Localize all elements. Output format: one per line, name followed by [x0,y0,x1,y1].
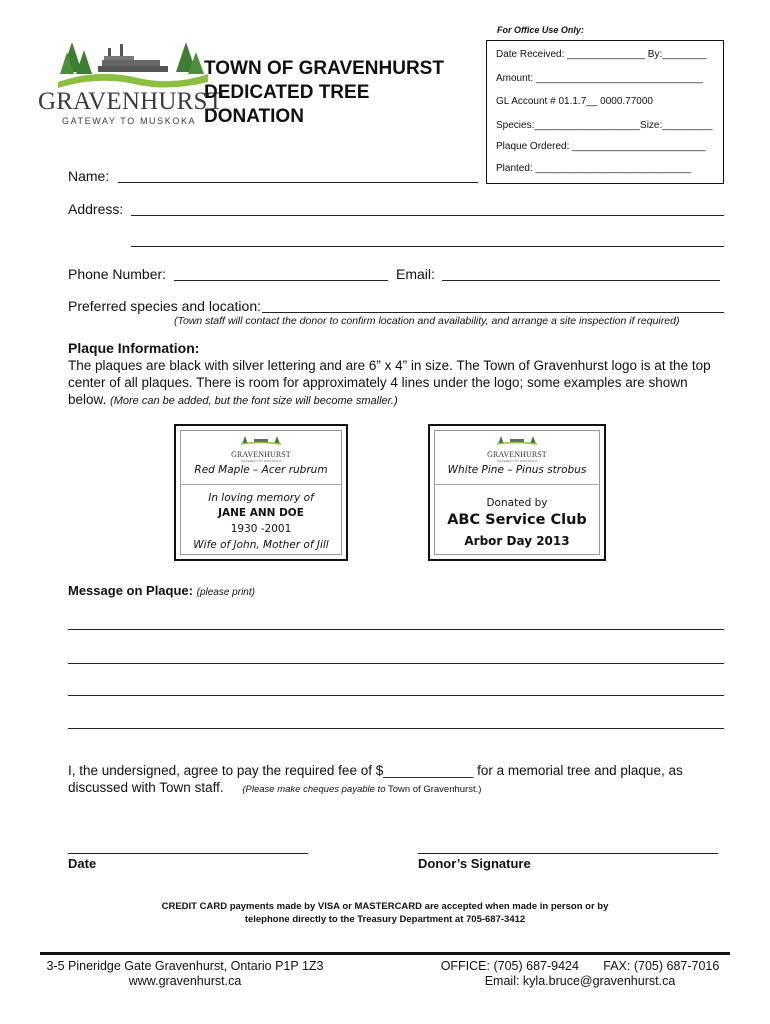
cheque-note-italic: (Please make cheques payable to [242,784,386,795]
date-label: Date [68,856,97,871]
message-heading-note: (please print) [196,587,255,598]
agreement-text-before: I, the undersigned, agree to pay the required fee of $ [68,763,384,778]
sample-2-line-2: ABC Service Club [447,512,587,528]
title-line-1: TOWN OF GRAVENHURST [204,58,444,79]
name-input[interactable] [118,168,478,183]
payment-note-line-2: telephone directly to the Treasury Department at 705-687-3412 [244,914,526,925]
sample-1-species: Red Maple – Acer rubrum [180,464,342,485]
page-title [204,57,444,129]
footer-address: 3-5 Pineridge Gate Gravenhurst, Ontario P1P 1Z3 [46,959,324,973]
footer-website[interactable]: www.gravenhurst.ca [128,974,242,988]
plaque-info-note: (More can be added, but the font size will become smaller.) [110,395,398,407]
footer-fax: FAX: (705) 687-7016 [603,959,720,973]
sample-plaque-2-logo [487,432,547,463]
sample-1-line-2: JANE ANN DOE [218,507,304,519]
mini-logo-icon [241,435,281,445]
sample-1-line-1: In loving memory of [208,492,314,504]
species-location-input[interactable] [262,298,724,313]
message-line-4[interactable] [68,728,724,729]
office-use-box [486,40,724,184]
mini-logo-wordmark: GRAVENHURST [231,450,291,459]
title-line-3: DONATION [204,106,304,127]
logo-tagline: GATEWAY TO MUSKOKA [62,116,197,126]
sample-plaque-1-logo [231,432,291,463]
sample-2-line-1: Donated by [486,497,548,509]
footer-divider [40,952,730,955]
payment-note [0,900,770,926]
message-line-2[interactable] [68,663,724,664]
species-location-label: Preferred species and location: [68,298,261,314]
phone-input[interactable] [174,266,388,281]
logo-wordmark: GRAVENHURST [38,88,224,115]
mini-logo-wordmark: GRAVENHURST [487,450,547,459]
footer-office-phone: OFFICE: (705) 687-9424 [440,959,579,973]
signature-label: Donor’s Signature [418,856,531,871]
date-received-field[interactable]: Date Received: ______________ By:________ [496,49,707,60]
sample-2-line-3: Arbor Day 2013 [464,534,570,548]
agreement-text-after: for a memorial tree and plaque, as discussed with Town staff. [68,763,683,795]
planted-field[interactable]: Planted: ____________________________ [496,163,692,174]
mini-logo-tagline: GATEWAY TO MUSKOKA [496,459,538,463]
plaque-info-body: The plaques are black with silver lettering and are 6” x 4” in size. The Town of Gravenhurst logo is at the top center of all plaques. There is room for approximately 4 lines under the logo; some examples are shown below. [68,358,711,407]
message-line-1[interactable] [68,629,724,630]
payment-note-line-1: CREDIT CARD payments made by VISA or MASTERCARD are accepted when made in person or by [161,901,609,912]
amount-field[interactable]: Amount: ______________________________ [496,73,703,84]
plaque-info-text [68,357,728,410]
fee-agreement [68,762,728,798]
office-use-label: For Office Use Only: [497,25,584,35]
plaque-ordered-field[interactable]: Plaque Ordered: ________________________ [496,141,706,152]
species-size-field[interactable]: Species:___________________Size:_________ [496,120,713,131]
date-input[interactable] [68,853,308,854]
title-line-2: DEDICATED TREE [204,82,370,103]
cheque-note-plain: Town of Gravenhurst.) [385,784,482,795]
name-label: Name: [68,168,110,184]
email-label: Email: [396,266,435,282]
gl-account-field[interactable]: GL Account # 01.1.7__ 0000.77000 [496,96,653,107]
message-heading-label: Message on Plaque: [68,583,193,598]
footer-address-block [40,959,330,989]
plaque-info-heading: Plaque Information: [68,340,200,356]
address-label: Address: [68,201,124,217]
phone-label: Phone Number: [68,266,167,282]
message-line-3[interactable] [68,695,724,696]
fee-amount-blank[interactable]: ____________ [383,763,474,778]
footer-contact-block [430,959,730,989]
town-logo [38,38,224,128]
email-input[interactable] [442,266,720,281]
message-heading [68,583,255,598]
sample-1-line-4: Wife of John, Mother of Jill [193,539,329,551]
footer-phone-fax [430,959,730,974]
footer-email[interactable]: Email: kyla.bruce@gravenhurst.ca [484,974,676,988]
sample-2-species: White Pine – Pinus strobus [434,464,600,485]
sample-1-line-3: 1930 -2001 [230,523,292,535]
name-row [68,168,109,184]
mini-logo-tagline: GATEWAY TO MUSKOKA [240,459,282,463]
address-input-line-2[interactable] [131,232,724,247]
address-input-line-1[interactable] [131,201,724,216]
mini-logo-icon [497,435,537,445]
species-note: (Town staff will contact the donor to confirm location and availability, and arrange a site inspection if required) [174,315,680,327]
logo-emblem-icon [58,38,208,94]
sample-plaque-1 [174,424,348,561]
signature-input[interactable] [418,853,718,854]
sample-plaque-2 [428,424,606,561]
